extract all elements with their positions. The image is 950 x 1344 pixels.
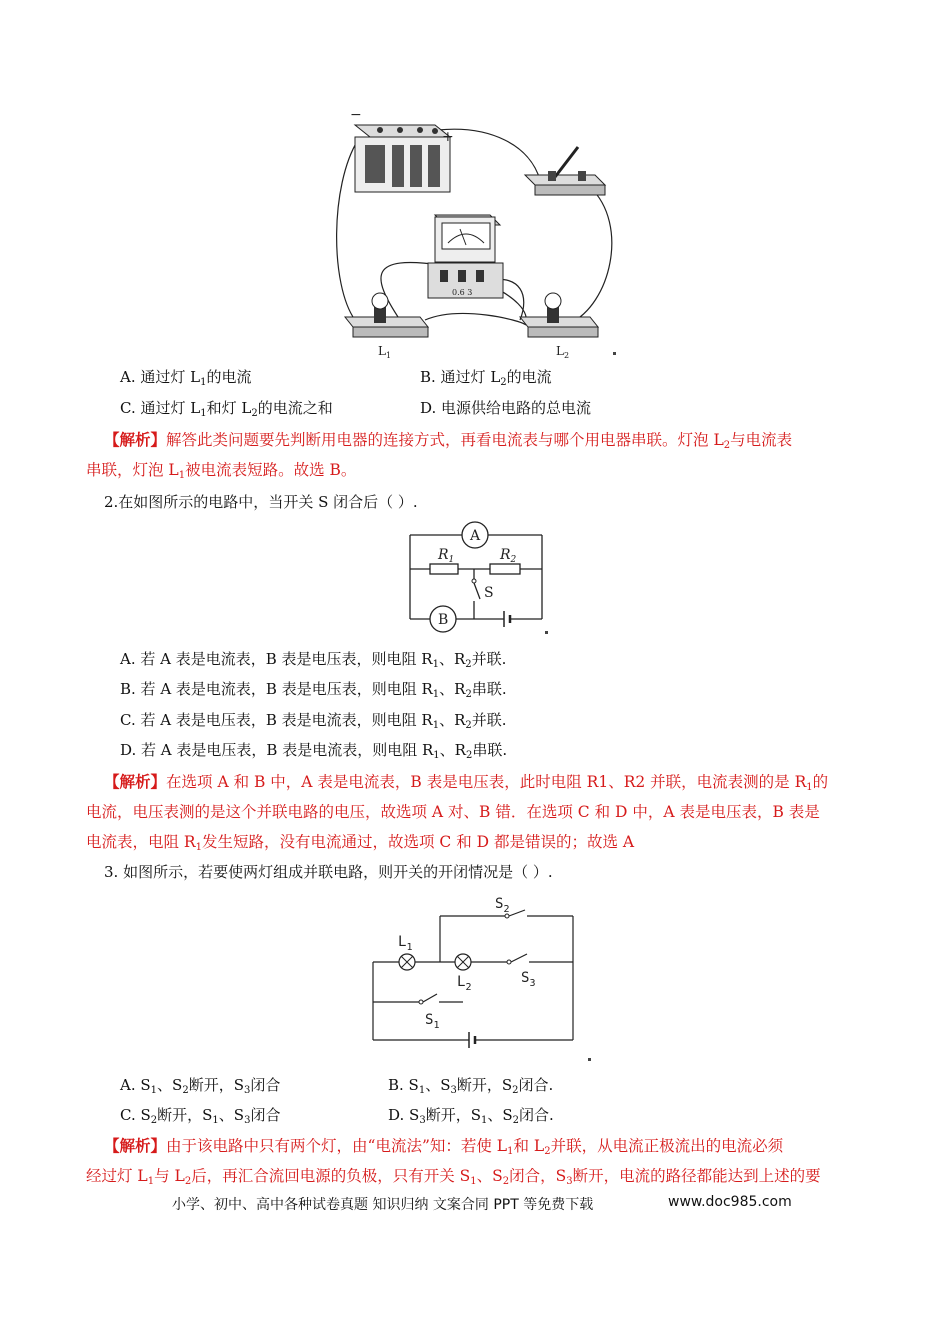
switch-s2	[509, 910, 525, 916]
q2-option-a: A. 若 A 表是电流表，B 表是电压表，则电阻 $R_1$、$R_2$并联.	[120, 650, 507, 670]
footer-text: 小学、初中、高中各种试卷真题 知识归纳 文案合同 PPT 等免费下载	[172, 1197, 594, 1213]
q1-option-b: B. 通过灯 $L_2$的电流	[420, 368, 552, 388]
figure-circuit-q2	[400, 515, 560, 635]
switch-s1-label: S	[425, 1012, 434, 1028]
svg-text:R1: $R_1$	[438, 547, 455, 565]
q3-analysis-line2: 经过灯 $L_1$与 $L_2$后，再汇合流回电源的负极，只有开关 $S_1$、$S_2$闭合，$S_3$断开，电流的路径都能达到上述的要	[86, 1167, 821, 1187]
switch-s2-label: S	[495, 896, 504, 912]
q2-option-c: C. 若 A 表是电压表，B 表是电流表，则电阻 $R_1$、$R_2$并联.	[120, 711, 507, 731]
circuit-physical-svg	[330, 105, 620, 365]
lamp-l2-label: L	[457, 974, 466, 990]
q1-analysis-line2: 串联，灯泡 $L_1$被电流表短路。故选 B。	[86, 461, 357, 481]
svg-text:S1: $S_1$	[425, 1012, 440, 1031]
switch-s-label: S	[484, 585, 494, 601]
switch-s	[474, 583, 480, 599]
switch-s3	[511, 954, 527, 962]
figure-circuit-physical	[330, 105, 620, 365]
meter-a-label: A	[470, 528, 481, 544]
figure-circuit-q3	[365, 888, 595, 1058]
svg-text:R2: $R_2$	[500, 547, 517, 565]
q2-analysis-line2: 电流，电压表测的是这个并联电路的电压，故选项 A 对、B 错．在选项 C 和 D 中，A 表是电压表，B 表是	[86, 803, 820, 821]
footer-url[interactable]: www.doc985.com	[668, 1194, 792, 1210]
q3-analysis-line1: 【解析】由于该电路中只有两个灯，由“电流法”知：若使 $L_1$和 $L_2$并联，从电流正极流出的电流必须	[104, 1136, 784, 1157]
q2-analysis-line1: 【解析】在选项 A 和 B 中，A 表是电流表，B 表是电压表，此时电阻 R1、R2 并联，电流表测的是 $R_1$的	[104, 772, 829, 793]
lamp-l1	[345, 293, 428, 337]
svg-text:L2: $L_2$	[457, 974, 472, 993]
q1-option-c: C. 通过灯 $L_1$和灯 $L_2$的电流之和	[120, 399, 333, 419]
stray-dot	[613, 352, 616, 355]
circuit-q3-svg	[365, 888, 595, 1058]
q1-analysis-line1: 【解析】解答此类问题要先判断用电器的连接方式，再看电流表与哪个用电器串联。灯泡 $L_2$与电流表	[104, 430, 793, 451]
svg-text:L2: $L_2$	[556, 344, 570, 360]
circuit-q2-svg	[400, 515, 560, 635]
stray-dot	[588, 1058, 591, 1061]
svg-text:L1: $L_1$	[398, 934, 413, 953]
lamp-l2-label: L	[556, 344, 564, 358]
meter-b-label: B	[438, 612, 449, 628]
q3-option-a: A. $S_1$、$S_2$断开，$S_3$闭合	[120, 1076, 281, 1096]
resistor-r2	[490, 564, 520, 574]
q3-option-b: B. $S_1$、$S_3$断开，$S_2$闭合.	[388, 1076, 554, 1096]
lamp-l2	[520, 293, 598, 337]
q3-stem: 3. 如图所示，若要使两灯组成并联电路，则开关的开闭情况是（ ）.	[104, 863, 553, 881]
ammeter	[428, 215, 503, 298]
q1-option-a: A. 通过灯 $L_1$的电流	[120, 368, 252, 388]
switch-s3-label: S	[521, 970, 530, 986]
lamp-l1-label: L	[378, 344, 386, 358]
lamp-l1-label: L	[398, 934, 407, 950]
q1-option-d: D. 电源供给电路的总电流	[420, 399, 592, 417]
ammeter-scale-label: 0.6 3	[452, 288, 473, 297]
battery-pack	[355, 125, 450, 192]
battery-plus-label: +	[442, 129, 454, 145]
q2-analysis-line3: 电流表，电阻 $R_1$发生短路，没有电流通过，故选项 C 和 D 都是错误的；故选 A	[86, 833, 635, 853]
q3-option-d: D. $S_3$断开，$S_1$、$S_2$闭合.	[388, 1106, 554, 1126]
q2-option-b: B. 若 A 表是电流表，B 表是电压表，则电阻 $R_1$、$R_2$串联.	[120, 680, 507, 700]
q3-option-c: C. $S_2$断开，$S_1$、$S_3$闭合	[120, 1106, 281, 1126]
switch-s1	[423, 994, 437, 1002]
svg-text:S2: $S_2$	[495, 896, 510, 915]
stray-dot	[545, 631, 548, 634]
q2-stem: 2.在如图所示的电路中，当开关 S 闭合后（ ）.	[104, 493, 418, 511]
svg-text:L1: $L_1$	[378, 344, 392, 360]
battery-minus-label: −	[350, 107, 362, 123]
q2-option-d: D. 若 A 表是电压表，B 表是电流表，则电阻 $R_1$、$R_2$串联.	[120, 741, 508, 761]
resistor-r1	[430, 564, 458, 574]
svg-text:S3: $S_3$	[521, 970, 536, 989]
